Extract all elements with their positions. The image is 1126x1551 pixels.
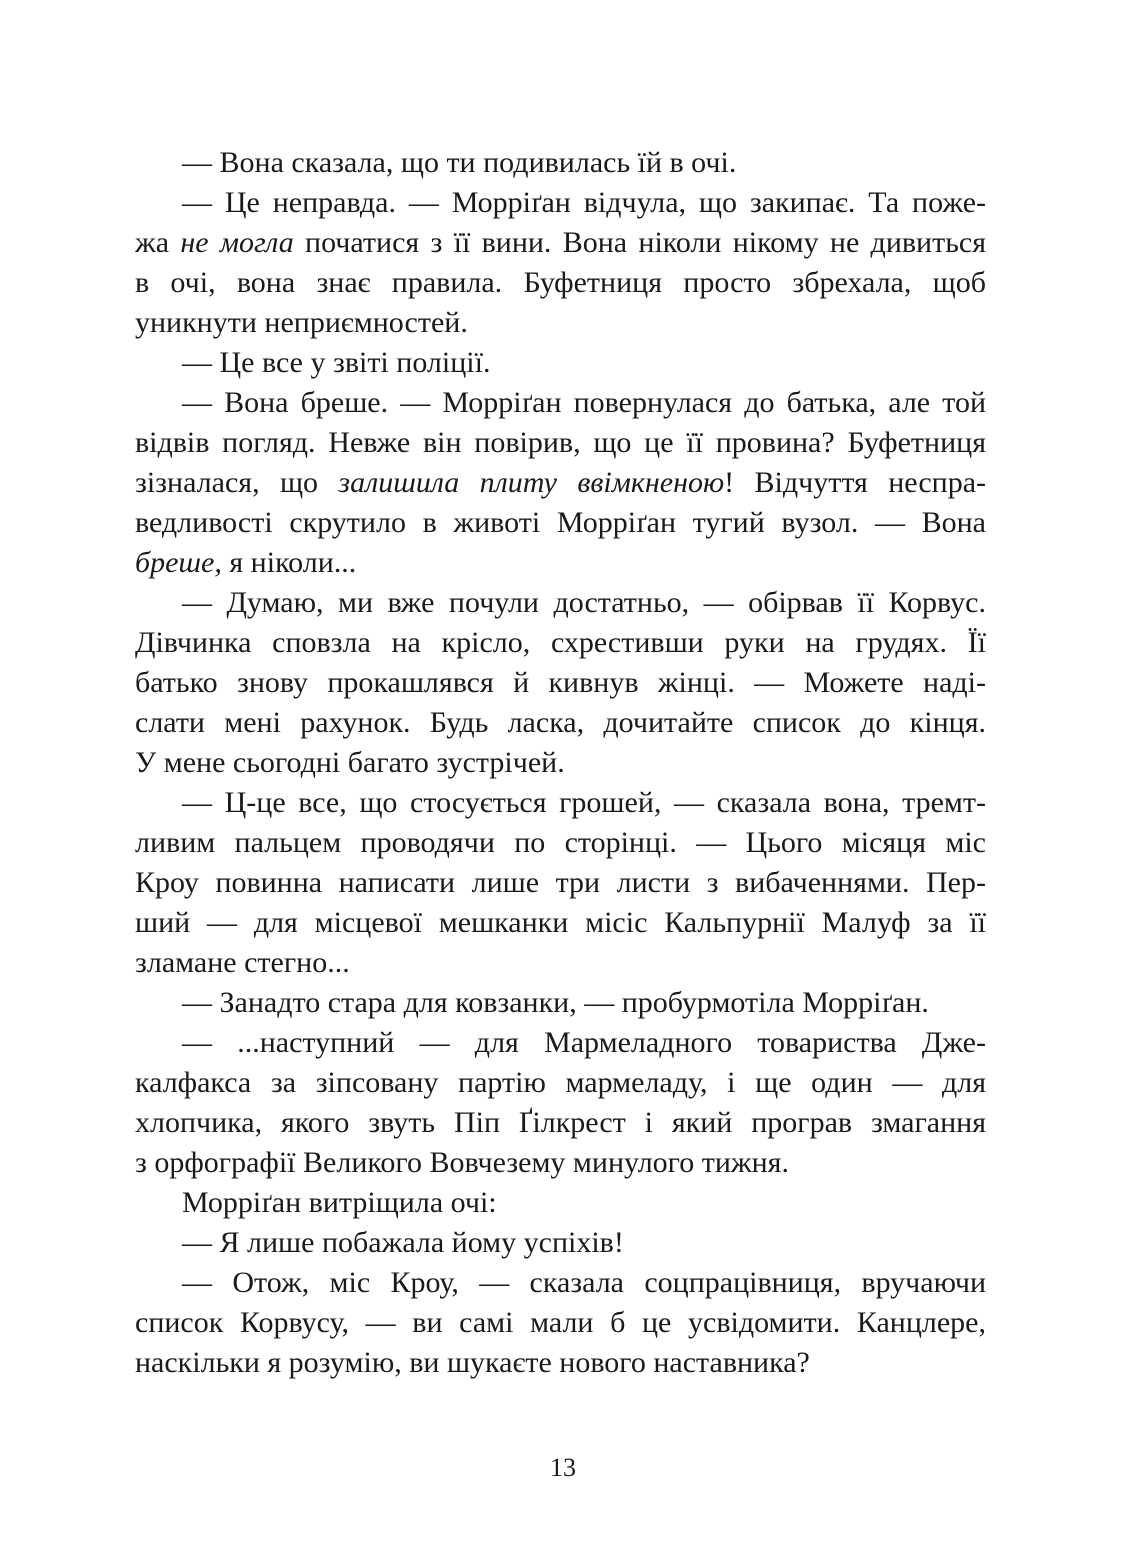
- paragraph: [135, 1183, 986, 1223]
- text-line: [135, 1143, 986, 1183]
- text-line: [135, 1263, 986, 1303]
- text-run: — Вона сказала, що ти подивилась їй в очі.: [182, 146, 737, 179]
- text-run: я ніколи...: [221, 546, 357, 579]
- text-run: Кроу повинна написати лише три листи з вибаченнями. Пер-: [135, 866, 986, 899]
- text-line: [135, 1103, 986, 1143]
- text-line: [135, 143, 986, 183]
- paragraph: [135, 183, 986, 343]
- text-run: жа: [135, 226, 181, 259]
- text-line: [135, 1023, 986, 1063]
- text-line: [135, 303, 986, 343]
- paragraph: [135, 783, 986, 983]
- text-line: [135, 263, 986, 303]
- paragraph: [135, 383, 986, 583]
- paragraph: [135, 143, 986, 183]
- text-run: У мене сьогодні багато зустрічей.: [135, 746, 565, 779]
- text-line: [135, 583, 986, 623]
- text-run: батько знову прокашлявся й кивнув жінці. — Можете наді-: [135, 666, 986, 699]
- text-line: [135, 1303, 986, 1343]
- page-number: 13: [550, 1453, 576, 1482]
- text-line: [135, 463, 986, 503]
- text-run: — ...наступний — для Мармеладного товариства Дже-: [182, 1026, 986, 1059]
- text-line: [135, 623, 986, 663]
- text-run: — Вона бреше. — Морріґан повернулася до батька, але той: [182, 386, 986, 419]
- text-run: наскільки я розумію, ви шукаєте нового наставника?: [135, 1346, 810, 1379]
- text-run: хлопчика, якого звуть Піп Ґілкрест і який програв змагання: [135, 1106, 986, 1139]
- text-run: Морріґан витріщила очі:: [182, 1186, 497, 1219]
- paragraph: [135, 343, 986, 383]
- text-run: ведливості скрутило в животі Морріґан тугий вузол. — Вона: [135, 506, 986, 539]
- text-run: початися з її вини. Вона ніколи нікому не дивиться: [293, 226, 986, 259]
- text-line: [135, 343, 986, 383]
- paragraph: [135, 1263, 986, 1383]
- text-line: [135, 383, 986, 423]
- text-line: [135, 423, 986, 463]
- text-line: [135, 703, 986, 743]
- text-run: ! Відчуття неспра-: [724, 466, 986, 499]
- text-run: калфакса за зіпсовану партію мармеладу, і ще один — для: [135, 1066, 986, 1099]
- text-run: з орфографії Великого Вовчезему минулого тижня.: [135, 1146, 789, 1179]
- text-run: — Я лише побажала йому успіхів!: [182, 1226, 624, 1259]
- text-line: [135, 1223, 986, 1263]
- text-line: [135, 823, 986, 863]
- text-run: ливим пальцем проводячи по сторінці. — Цього місяця міс: [135, 826, 986, 859]
- text-line: [135, 543, 986, 583]
- text-line: [135, 183, 986, 223]
- text-line: [135, 503, 986, 543]
- text-run: — Це все у звіті поліції.: [182, 346, 491, 379]
- text-line: [135, 1063, 986, 1103]
- text-run: слати мені рахунок. Будь ласка, дочитайте список до кінця.: [135, 706, 986, 739]
- italic-text: залишила плиту ввімкненою: [338, 466, 725, 499]
- text-run: — Ц-це все, що стосується грошей, — сказала вона, тремт-: [182, 786, 986, 819]
- paragraph: [135, 583, 986, 783]
- text-run: уникнути неприємностей.: [135, 306, 468, 339]
- text-line: [135, 983, 986, 1023]
- paragraph: [135, 983, 986, 1023]
- text-run: в очі, вона знає правила. Буфетниця просто збрехала, щоб: [135, 266, 986, 299]
- text-line: [135, 903, 986, 943]
- paragraph: [135, 1023, 986, 1183]
- text-line: [135, 1343, 986, 1383]
- text-line: [135, 943, 986, 983]
- text-run: — Занадто стара для ковзанки, — пробурмотіла Морріґан.: [182, 986, 929, 1019]
- text-line: [135, 743, 986, 783]
- text-line: [135, 1183, 986, 1223]
- text-run: зламане стегно...: [135, 946, 350, 979]
- text-run: список Корвусу, — ви самі мали б це усвідомити. Канцлере,: [135, 1306, 986, 1339]
- paragraph: [135, 1223, 986, 1263]
- text-line: [135, 223, 986, 263]
- text-run: Дівчинка сповзла на крісло, схрестивши руки на грудях. Її: [135, 626, 986, 659]
- text-run: — Думаю, ми вже почули достатньо, — обірвав її Корвус.: [182, 586, 986, 619]
- text-line: [135, 863, 986, 903]
- italic-text: не могла: [180, 226, 294, 259]
- text-run: ший — для місцевої мешканки місіс Кальпурнії Малуф за її: [135, 906, 986, 939]
- body-text: [135, 143, 986, 1383]
- text-run: — Це неправда. — Морріґан відчула, що закипає. Та поже-: [182, 186, 986, 219]
- text-run: відвів погляд. Невже він повірив, що це її провина? Буфетниця: [135, 426, 986, 459]
- italic-text: бреше,: [135, 546, 222, 579]
- text-run: — Отож, міс Кроу, — сказала соцпрацівниця, вручаючи: [182, 1266, 986, 1299]
- text-line: [135, 783, 986, 823]
- text-run: зізналася, що: [135, 466, 339, 499]
- text-line: [135, 663, 986, 703]
